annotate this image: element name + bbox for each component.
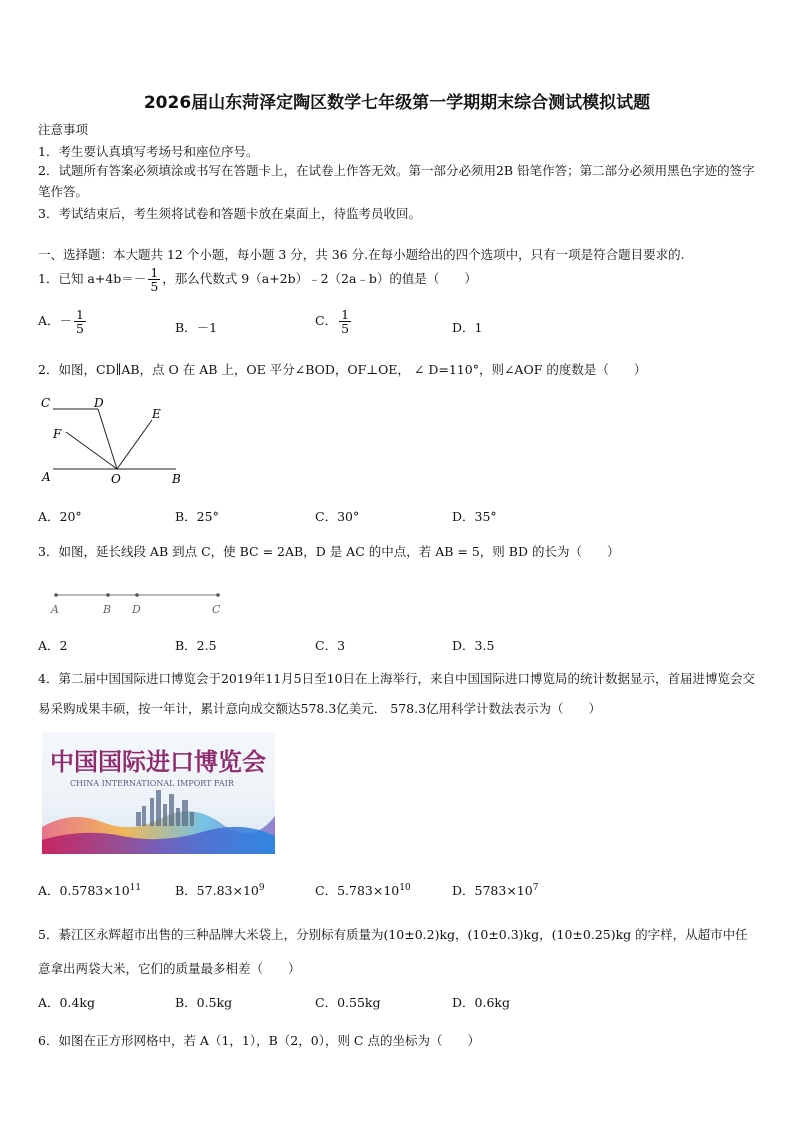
q2-option-a: A．20° [38, 509, 82, 524]
q1-option-d: D．1 [452, 320, 483, 335]
question-1-stem [38, 266, 477, 293]
q2-figure [38, 392, 198, 488]
q1-option-b: B．－1 [175, 320, 218, 335]
question-4-stem: 4．第二届中国国际进口博览会于2019年11月5日至10日在上海举行，来自中国国际进口博览局的统计数据显示，首届进博览会交易采购成果丰硕，按一年计，累计意向成交额达578.3亿美元． 578.3亿用科学计数法表示为（ ） [38, 671, 756, 716]
q1-fraction: $\frac{1}{5}$ [150, 265, 159, 295]
q3-point-d: D [132, 603, 141, 616]
question-6-stem: 6．如图在正方形网格中，若 A（1，1），B（2，0），则 C 点的坐标为（ ） [38, 1033, 480, 1048]
note-item-1: 1．考生要认真填写考场号和座位序号。 [38, 144, 259, 159]
question-3-stem: 3．如图，延长线段 AB 到点 C，使 BC = 2AB，D 是 AC 的中点，若 AB = 5，则 BD 的长为（ ） [38, 544, 620, 559]
q2-point-b: B [172, 472, 181, 486]
q1-option-a: A．－ $\frac{1}{5}$ [38, 307, 84, 337]
q5-option-a: A．0.4kg [38, 995, 95, 1010]
q3-option-c: C．3 [315, 638, 346, 653]
q4-option-d: D．$5783\times 10^7$ [452, 882, 539, 898]
note-item-3: 3．考试结束后，考生须将试卷和答题卡放在桌面上，待监考员收回。 [38, 206, 421, 221]
note-item-2: 2．试题所有答案必须填涂或书写在答题卡上，在试卷上作答无效。第一部分必须用2B 铅笔作答；第二部分必须用黑色字迹的签字笔作答。 [38, 163, 755, 199]
section-heading: 一、选择题：本大题共 12 个小题，每小题 3 分，共 36 分.在每小题给出的四个选项中，只有一项是符合题目要求的. [38, 247, 685, 262]
q2-point-f: F [53, 427, 62, 441]
q4-option-b: B．$57.83\times 10^9$ [175, 882, 265, 898]
q3-point-a: A [51, 603, 59, 616]
q3-option-b: B．2.5 [175, 638, 217, 653]
notes-heading: 注意事项 [38, 122, 89, 137]
q2-option-b: B．25° [175, 509, 219, 524]
q1-option-c: C． $\frac{1}{5}$ [315, 307, 350, 337]
q2-option-c: C．30° [315, 509, 360, 524]
q2-option-d: D．35° [452, 509, 497, 524]
q2-point-d: D [94, 396, 104, 410]
q3-option-a: A．2 [38, 638, 68, 653]
q2-point-o: O [111, 472, 121, 486]
q3-point-c: C [212, 603, 221, 616]
q5-option-c: C．0.55kg [315, 995, 381, 1010]
q3-figure [44, 585, 234, 619]
q4-option-c: C．$5.783\times 10^{10}$ [315, 882, 411, 898]
banner-title-cn: 中国国际进口博览会 [50, 747, 266, 776]
q3-point-b: B [103, 603, 112, 616]
banner-title-en: CHINA INTERNATIONAL IMPORT FAIR [70, 779, 234, 788]
q2-point-c: C [41, 396, 51, 410]
q2-point-e: E [152, 407, 161, 421]
q5-option-d: D．0.6kg [452, 995, 510, 1010]
q2-point-a: A [42, 470, 51, 484]
q3-option-d: D．3.5 [452, 638, 495, 653]
question-5-stem: 5．綦江区永辉超市出售的三种品牌大米袋上，分别标有质量为(10±0.2)kg，(10±0.3)kg，(10±0.25)kg 的字样，从超市中任意拿出两袋大米，它们的质量最多相差（ ） [38, 927, 748, 976]
q4-option-a: A．$0.5783\times 10^{11}$ [38, 882, 142, 898]
page-title: 2026届山东菏泽定陶区数学七年级第一学期期末综合测试模拟试题 [143, 93, 651, 113]
expo-banner-image [42, 732, 275, 854]
q1-stem-b: ，那么代数式 9（a+2b）﹣2（2a﹣b）的值是（ ） [162, 271, 477, 287]
q5-option-b: B．0.5kg [175, 995, 233, 1010]
q1-stem-a: 1．已知 a+4b＝－ [38, 271, 147, 287]
question-2-stem: 2．如图，CD∥AB，点 O 在 AB 上，OE 平分∠BOD，OF⊥OE， ∠ D=110°，则∠AOF 的度数是（ ） [38, 362, 647, 377]
